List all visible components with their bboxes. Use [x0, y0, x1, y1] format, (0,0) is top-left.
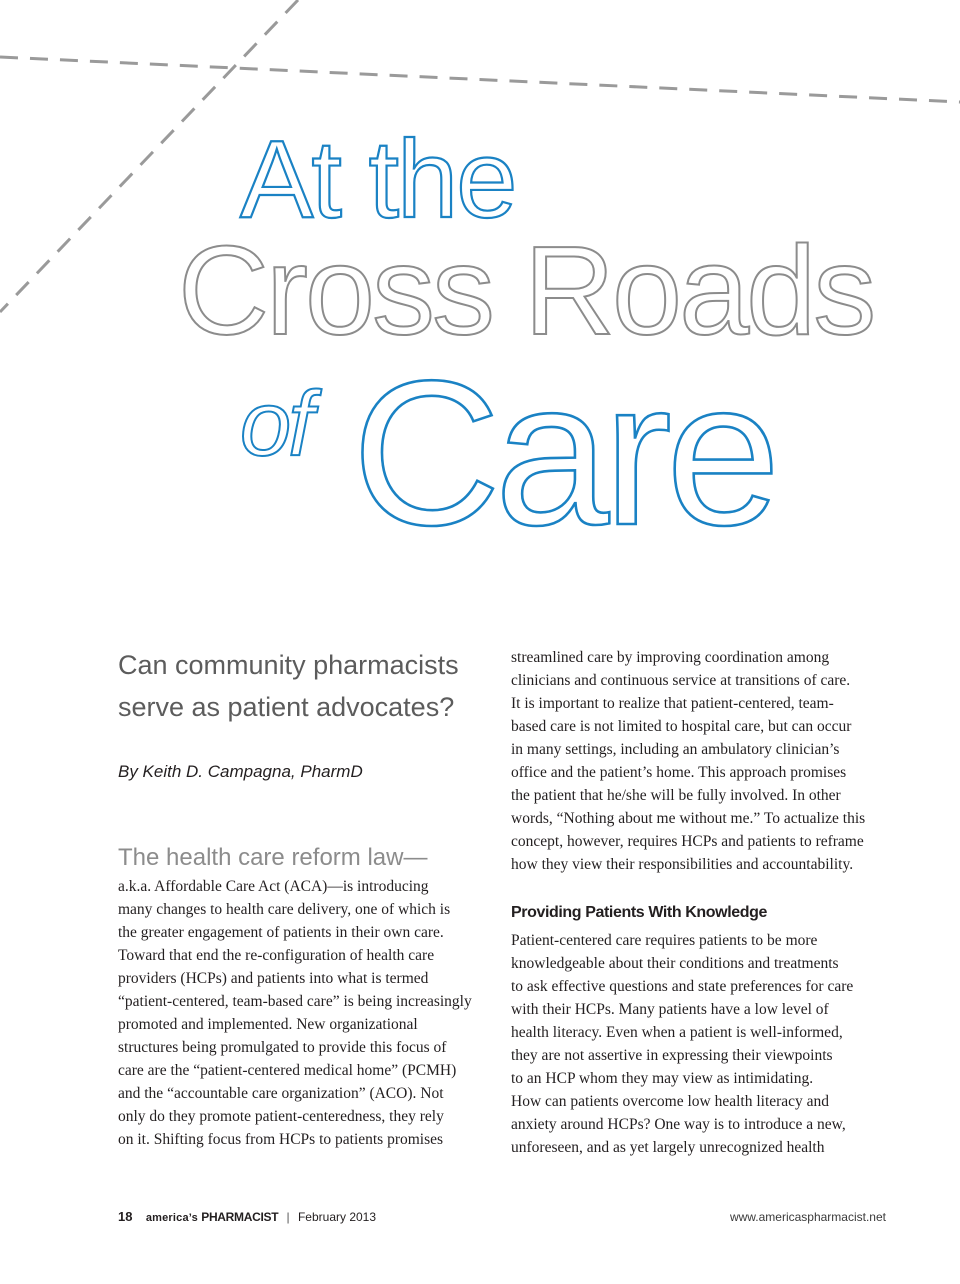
- title-at-the: At the: [240, 118, 516, 241]
- magazine-name-big: PHARMACIST: [201, 1210, 279, 1224]
- text-line: promoted and implemented. New organizational: [118, 1016, 418, 1033]
- text-line: providers (HCPs) and patients into what is termed: [118, 970, 429, 987]
- text-line: anxiety around HCPs? One way is to introduce a new,: [511, 1116, 846, 1133]
- magazine-name-small: america’s: [145, 1212, 198, 1224]
- text-line: in many settings, including an ambulatory clinician’s: [511, 741, 840, 758]
- title-care: Care: [352, 338, 775, 568]
- body-column-2-bottom: [511, 929, 883, 1159]
- text-line: unforeseen, and as yet largely unrecognized health: [511, 1139, 825, 1156]
- text-line: knowledgeable about their conditions and treatments: [511, 955, 839, 972]
- text-line: to an HCP whom they may view as intimidating.: [511, 1070, 814, 1087]
- text-line: clinicians and continuous service at transitions of care.: [511, 672, 851, 689]
- text-line: How can patients overcome low health literacy and: [511, 1093, 830, 1110]
- text-line: It is important to realize that patient-centered, team-: [511, 695, 834, 712]
- website-url: www.americaspharmacist.net: [729, 1210, 886, 1224]
- dashed-horizontal-line: [0, 57, 960, 102]
- text-line: a.k.a. Affordable Care Act (ACA)—is introducing: [118, 878, 429, 895]
- text-line: only do they promote patient-centeredness, they rely: [118, 1108, 444, 1125]
- text-line: health literacy. Even when a patient is well-informed,: [511, 1024, 843, 1041]
- page-footer: [118, 1209, 376, 1224]
- body-column-1: [118, 875, 490, 1151]
- text-line: many changes to health care delivery, one of which is: [118, 901, 451, 918]
- body-column-2-top: [511, 646, 883, 876]
- lead-in: The health care reform law—: [118, 844, 428, 871]
- text-line: Patient-centered care requires patients to be more: [511, 932, 818, 949]
- text-line: the greater engagement of patients in their own care.: [118, 924, 444, 941]
- text-line: the patient that he/she will be fully involved. In other: [511, 787, 841, 804]
- text-line: they are not assertive in expressing their viewpoints: [511, 1047, 833, 1064]
- title-cross-roads: Cross Roads: [178, 220, 874, 361]
- issue-date: February 2013: [297, 1210, 377, 1224]
- text-line: how they view their responsibilities and accountability.: [511, 856, 854, 873]
- text-line: to ask effective questions and state preferences for care: [511, 978, 854, 995]
- byline: By Keith D. Campagna, PharmD: [118, 762, 363, 781]
- text-line: with their HCPs. Many patients have a low level of: [511, 1001, 829, 1018]
- text-line: based care is not limited to hospital care, but can occur: [511, 718, 852, 735]
- text-line: and the “accountable care organization” (ACO). Not: [118, 1085, 444, 1102]
- title-of: of: [240, 373, 311, 475]
- text-line: care are the “patient-centered medical home” (PCMH): [118, 1062, 457, 1079]
- page-number: 18: [118, 1209, 133, 1224]
- deck-line: serve as patient advocates?: [118, 692, 455, 722]
- deck-line: Can community pharmacists: [118, 650, 459, 680]
- text-line: words, “Nothing about me without me.” To actualize this: [511, 810, 866, 827]
- text-line: on it. Shifting focus from HCPs to patients promises: [118, 1131, 444, 1148]
- text-line: “patient-centered, team-based care” is being increasingly: [118, 993, 472, 1010]
- text-line: streamlined care by improving coordination among: [511, 649, 830, 666]
- footer-separator: |: [286, 1210, 290, 1224]
- text-line: Toward that end the re-configuration of health care: [118, 947, 435, 964]
- text-line: office and the patient’s home. This approach promises: [511, 764, 847, 781]
- text-line: concept, however, requires HCPs and patients to reframe: [511, 833, 864, 850]
- article-deck: [118, 644, 478, 728]
- magazine-name: [146, 1212, 282, 1224]
- text-line: structures being promulgated to provide this focus of: [118, 1039, 447, 1056]
- section-subhead: Providing Patients With Knowledge: [511, 904, 768, 921]
